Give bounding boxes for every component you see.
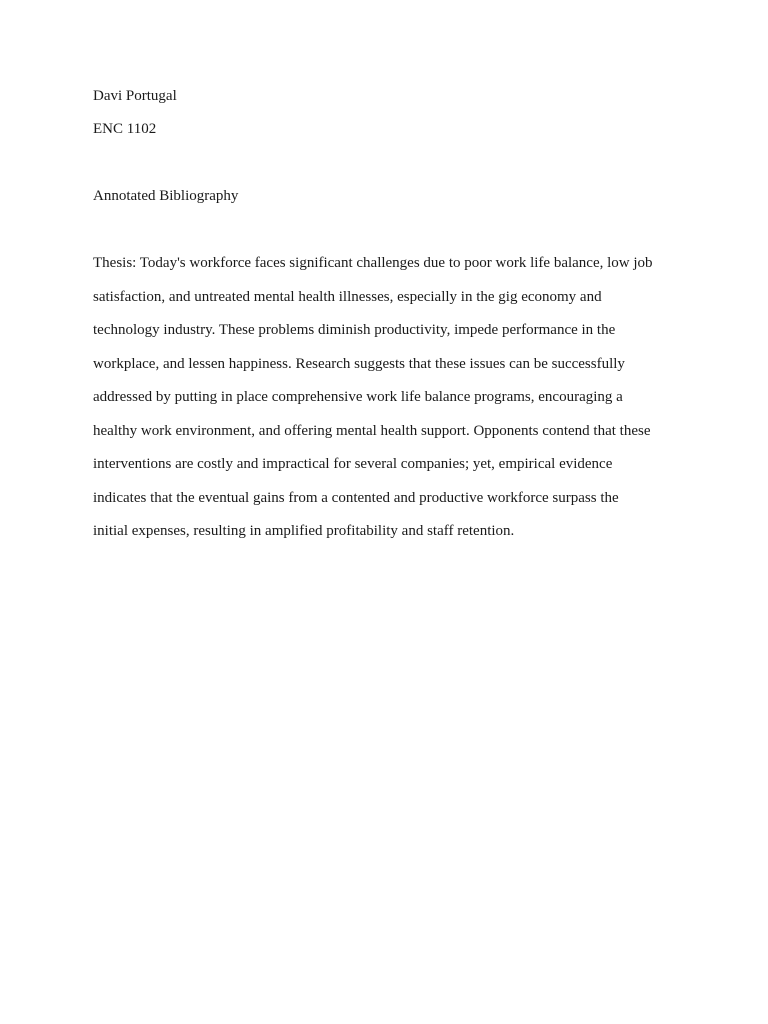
thesis-line: workplace, and lessen happiness. Research suggests that these issues can be successfully bbox=[93, 355, 625, 372]
thesis-line: satisfaction, and untreated mental health illnesses, especially in the gig economy and bbox=[93, 288, 602, 305]
document-title: Annotated Bibliography bbox=[93, 188, 239, 204]
author-name: Davi Portugal bbox=[93, 88, 177, 104]
thesis-line: indicates that the eventual gains from a contented and productive workforce surpass the bbox=[93, 489, 619, 506]
thesis-line: initial expenses, resulting in amplified profitability and staff retention. bbox=[93, 523, 515, 539]
thesis-line: addressed by putting in place comprehensive work life balance programs, encouraging a bbox=[93, 389, 623, 405]
thesis-line: technology industry. These problems diminish productivity, impede performance in the bbox=[93, 322, 616, 338]
thesis-line: interventions are costly and impractical for several companies; yet, empirical evidence bbox=[93, 456, 613, 472]
course-code: ENC 1102 bbox=[93, 121, 157, 137]
thesis-line: healthy work environment, and offering mental health support. Opponents contend that these bbox=[93, 422, 651, 439]
thesis-line: Thesis: Today's workforce faces significant challenges due to poor work life balance, low job bbox=[93, 255, 653, 271]
thesis-paragraph bbox=[93, 254, 653, 556]
